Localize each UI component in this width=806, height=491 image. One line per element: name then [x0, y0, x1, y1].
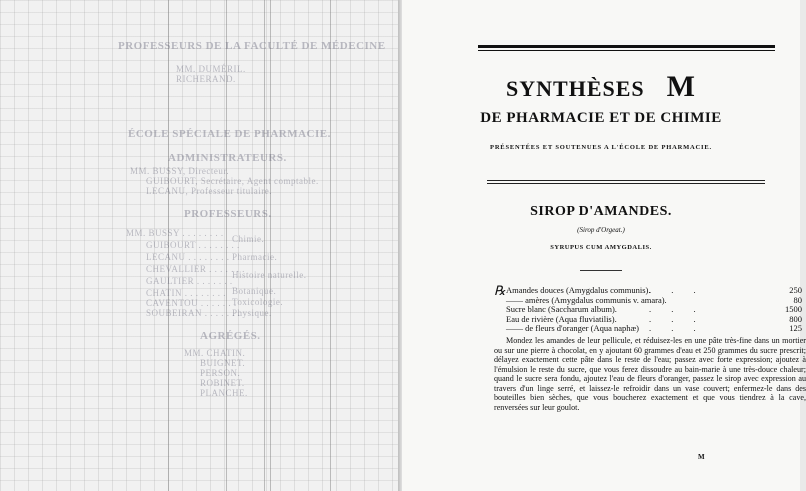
recipe-instructions: Mondez les amandes de leur pellicule, et réduisez-les en une pâte très-fine dans un mortier ou sur une pierre à chocolat, en y ajoutant 60 grammes d'eau et 250 grammes du sucre prescrit; délayez exactement cette pâte dans le reste de l'eau; passez avec forte expression; ajoutez à l'émulsion le reste du sucre, que vous ferez dissoudre au bain-marie à une très-douce chaleur; quand le sucre sera fondu, ajoutez l'eau de fleurs d'oranger, passez le sirop avec expression au travers d'un linge serré, et laissez-le refroidir dans un vase couvert; enfermez-le dans des bouteilles bien sèches, que vous boucherez exactement et que vous tiendrez à la cave, renversées sur leur goulot. — [494, 336, 806, 412]
ghost-text: PLANCHE. — [200, 388, 248, 398]
presented-line: PRÉSENTÉES ET SOUTENUES A L'ÉCOLE DE PHARMACIE. — [490, 144, 712, 151]
title-main: SYNTHÈSES — [506, 76, 645, 101]
ingredient-qty: 800 — [789, 313, 802, 324]
ghost-text: AGRÉGÉS. — [200, 330, 261, 342]
ghost-text: MM. CHATIN. — [184, 348, 246, 358]
leader-dots: . . . — [649, 304, 705, 315]
ghost-text: ÉCOLE SPÉCIALE DE PHARMACIE. — [128, 128, 331, 140]
ghost-text: CHATIN . . . . . . . . — [146, 288, 226, 298]
ghost-text: MM. DUMÉRIL. — [176, 64, 246, 74]
ingredient-row — [494, 323, 802, 334]
rx-symbol: ℞ — [494, 283, 506, 298]
leader-dots: . . . — [649, 313, 705, 324]
subtitle: DE PHARMACIE ET DE CHIMIE — [480, 110, 722, 126]
ghost-text: ROBINET. — [200, 378, 245, 388]
ghost-text: Physique. — [232, 308, 272, 318]
recipe-latin-name: SYRUPUS CUM AMYGDALIS. — [550, 244, 652, 251]
ghost-text: ADMINISTRATEURS. — [168, 152, 287, 164]
ghost-text: BUIGNET. — [200, 358, 246, 368]
ghost-text: Toxicologie. — [232, 297, 284, 307]
ghost-text: GUIBOURT, Secrétaire, Agent comptable. — [146, 176, 319, 186]
ghost-text: PROFESSEURS. — [184, 208, 272, 220]
ghost-text: Histoire naturelle. — [232, 270, 307, 280]
section-rule — [487, 180, 765, 181]
ledger-line — [330, 0, 331, 491]
right-page — [402, 0, 806, 491]
signature-mark: M — [698, 453, 705, 461]
ghost-text: RICHERAND. — [176, 74, 236, 84]
ghost-text: PROFESSEURS DE LA FACULTÉ DE MÉDECINE — [118, 40, 386, 52]
ingredient-qty: 250 — [789, 285, 802, 295]
page-title — [402, 70, 800, 104]
ingredient-name: —— de fleurs d'oranger (Aqua naphæ) — [506, 323, 640, 334]
section-rule — [487, 183, 765, 184]
ghost-text: GUIBOURT . . . . . . . . — [146, 240, 240, 250]
small-rule — [580, 270, 622, 271]
leader-dots: . . . — [649, 323, 705, 334]
left-page — [0, 0, 400, 491]
ingredient-list — [494, 285, 802, 334]
title-letter: M — [666, 70, 696, 103]
ghost-text: MM. BUSSY . . . . . . . . — [126, 228, 224, 238]
ghost-text: LECANU . . . . . . . . — [146, 252, 230, 262]
ingredient-name: Eau de rivière (Aqua fluviatilis). — [506, 313, 617, 324]
ghost-text: PERSON. — [200, 368, 241, 378]
ghost-text: CAVENTOU . . . . . . . — [146, 298, 237, 308]
ledger-line — [270, 0, 271, 491]
recipe-alt-name: (Sirop d'Orgeat.) — [577, 226, 625, 234]
ghost-text: CHEVALLIER . . . . . . . — [146, 264, 245, 274]
header-rule-thin — [478, 50, 775, 51]
ingredient-name: —— amères (Amygdalus communis v. amara). — [506, 294, 667, 305]
ingredient-qty: 80 — [793, 294, 802, 305]
leader-dots: . . . — [649, 285, 705, 295]
ghost-text: MM. BUSSY, Directeur. — [130, 166, 230, 176]
ghost-text: Botanique. — [232, 286, 277, 296]
ghost-text: Chimie. — [232, 234, 265, 244]
header-rule — [478, 45, 775, 48]
ghost-text: Pharmacie. — [232, 252, 278, 262]
recipe-title: SIROP D'AMANDES. — [530, 204, 672, 219]
ledger-line — [264, 0, 265, 491]
ingredient-name: Sucre blanc (Saccharum album). — [506, 304, 617, 315]
ingredient-qty: 1500 — [785, 304, 802, 315]
ghost-text: SOUBEIRAN . . . . . . . — [146, 308, 241, 318]
ingredient-qty: 125 — [789, 323, 802, 334]
ingredient-name: Amandes douces (Amygdalus communis). — [506, 285, 651, 295]
ghost-text: LECANU, Professeur titulaire. — [146, 186, 272, 196]
ghost-text: GAULTIER . . . . . . . — [146, 276, 233, 286]
